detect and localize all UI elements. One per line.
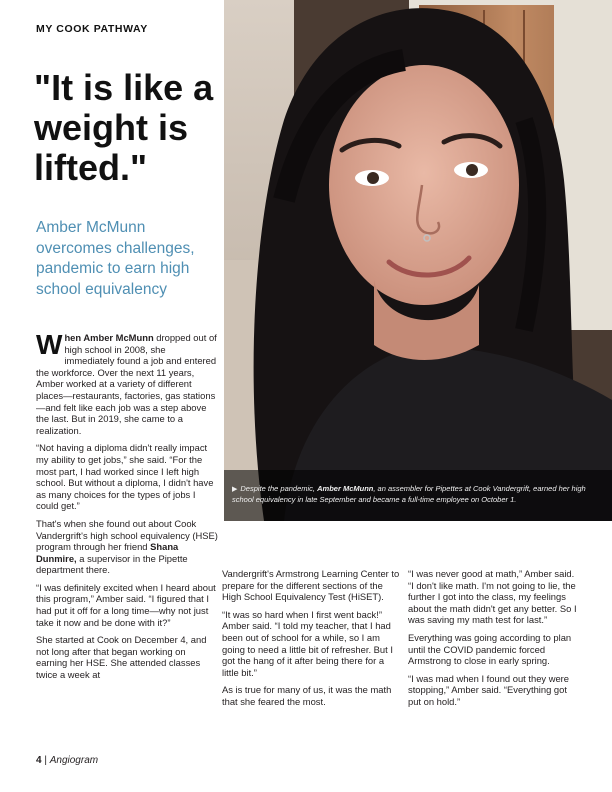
paragraph: As is true for many of us, it was the math that she feared the most. xyxy=(222,684,392,707)
photo-caption xyxy=(232,484,602,505)
portrait-photo xyxy=(224,0,612,521)
section-label: MY COOK PATHWAY xyxy=(36,23,148,35)
article-column-1 xyxy=(36,329,218,687)
paragraph xyxy=(36,518,218,576)
article-column-3 xyxy=(408,568,578,714)
headline: "It is like a weight is lifted." xyxy=(34,67,214,188)
paragraph: Vandergrift's Armstrong Learning Center to prepare for the different sections of the High School Equivalency Test (HiSET). xyxy=(222,568,400,603)
subhead: Amber McMunn overcomes challenges, pandemic to earn high school equivalency xyxy=(36,219,195,298)
article-column-2 xyxy=(222,568,400,714)
lead-text: dropped out of high school in 2008, she immediately found a job and entered the workforce. Over the next 11 years, Amber worked at a variety of different places—restaurants, factories, gas stations—and felt like each job was a step above the last. But in 2019, she came to a realization. xyxy=(36,332,217,436)
footer-separator: | xyxy=(44,755,47,766)
paragraph-text: a supervisor in the Pipette department there. xyxy=(36,552,188,576)
publication-name: Angiogram xyxy=(49,755,99,766)
page-number: 4 xyxy=(36,755,42,766)
person-name: Shana Dunmire, xyxy=(36,541,179,564)
paragraph: Everything was going according to plan until the COVID pandemic forced Armstrong to close in early spring. xyxy=(408,631,572,667)
lead-paragraph xyxy=(36,329,218,436)
paragraph: “Not having a diploma didn't really impact my ability to get jobs,” she said. “For the most part, I had worked since I left high school. But without a diploma, I didn't have as many choices for the types of jobs I could get.” xyxy=(36,442,214,512)
page-footer xyxy=(36,755,98,766)
caption-post: , an assembler for Pipettes at Cook Vandergrift, earned her high school equivalency in late September and became a full-time employee on October 1. xyxy=(232,484,586,504)
caption-name: Amber McMunn xyxy=(317,484,374,493)
portrait-illustration xyxy=(224,0,612,521)
paragraph: She started at Cook on December 4, and not long after that began working on earning her HSE. She attended classes twice a week at xyxy=(36,634,207,681)
paragraph: “I was mad when I found out they were stopping,” Amber said. “Everything got put on hold.” xyxy=(408,672,570,707)
drop-cap: W xyxy=(36,329,63,360)
paragraph: “I was never good at math,” Amber said. “I don't like math. I'm not going to lie, the further I got into the class, my feelings about the math didn't get any better. So I was saving my math test for last.” xyxy=(408,568,577,626)
caption-pre: Despite the pandemic, xyxy=(240,484,318,493)
caption-arrow-icon: ▶ xyxy=(232,486,238,493)
paragraph: “It was so hard when I first went back!” Amber said. “I told my teacher, that I had been out of school for a while, so I am going to need a little bit of refresher. But I got the hang of it after being there for a little bit.” xyxy=(222,608,393,678)
paragraph-text: That's when she found out about Cook Vandergrift's high school equivalency (HSE) program through her friend xyxy=(36,517,218,553)
paragraph: “I was definitely excited when I heard about this program,” Amber said. “I figured that I had put it off for a long time—why not just take it now and be done with it?” xyxy=(36,581,216,628)
lead-bold: hen Amber McMunn xyxy=(64,332,154,343)
